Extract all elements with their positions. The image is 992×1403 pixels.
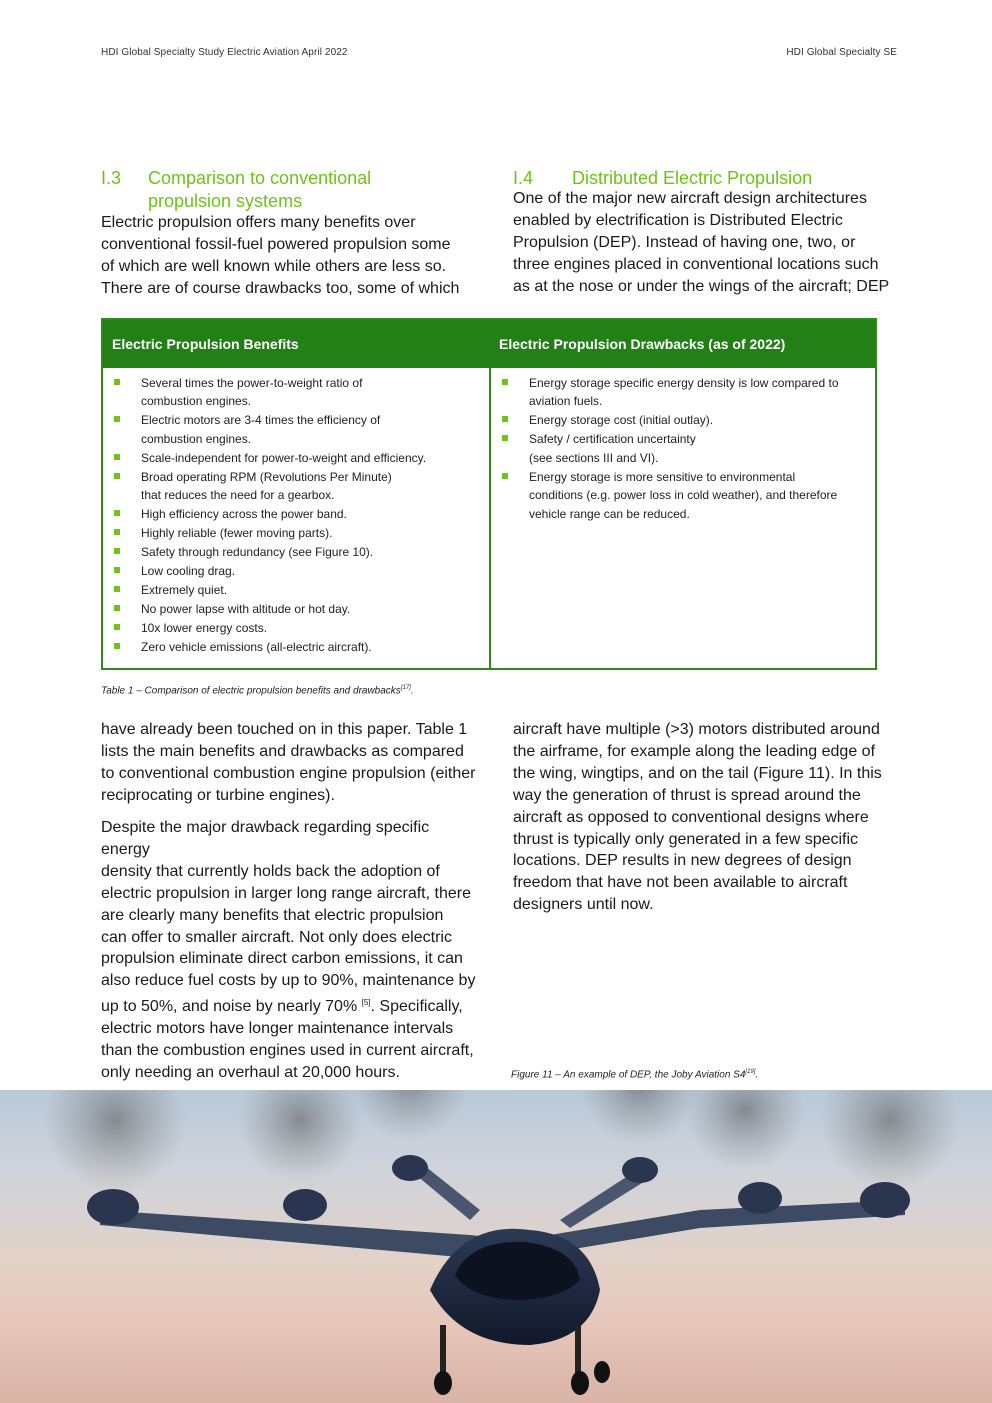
table-caption-text: Table 1 – Comparison of electric propulsion benefits and drawbacks — [101, 685, 401, 697]
benefits-list — [111, 373, 481, 657]
figure-caption — [511, 1069, 758, 1080]
drawback-item — [499, 430, 871, 467]
benefit-item — [111, 449, 481, 468]
benefit-item-text: Several times the power-to-weight ratio of combustion engines. — [141, 375, 363, 408]
bullet-icon — [114, 510, 120, 516]
aircraft-illustration — [0, 1090, 992, 1403]
section-title: Distributed Electric Propulsion — [572, 168, 813, 188]
drawback-item — [499, 411, 871, 430]
section-1-3-intro: Electric propulsion offers many benefits over conventional fossil-fuel powered propulsion some of which are well known while others are less so. There are of course drawbacks too, some of which — [101, 214, 460, 297]
paragraph-text: Despite the major drawback regarding specific energy density that currently holds back the adoption of electric propulsion in larger long range aircraft, there are clearly many benefits that electric propulsion can offer to smaller aircraft. Not only does electric propulsion eliminate direct carbon emissions, it can also reduce fuel costs by up to 90%, maintenance by up to 50%, and noise by nearly 70% — [101, 819, 476, 1016]
benefit-item-text: Electric motors are 3-4 times the efficiency of combustion engines. — [141, 413, 381, 446]
table-column-divider — [489, 368, 491, 670]
benefit-item-text: Safety through redundancy (see Figure 10). — [141, 545, 374, 559]
section-1-4-intro: One of the major new aircraft design architectures enabled by electrification is Distributed Electric Propulsion (DEP). Instead of having one, two, or three engines placed in conventional locations such as at the nose or under the wings of the aircraft; DEP — [513, 190, 890, 295]
benefit-item-text: No power lapse with altitude or hot day. — [141, 602, 351, 616]
drawback-item-text: Energy storage cost (initial outlay). — [529, 413, 714, 427]
benefit-item-text: High efficiency across the power band. — [141, 507, 347, 521]
benefit-item — [111, 411, 481, 448]
joby-aircraft-photo — [0, 1090, 992, 1403]
benefit-item — [111, 600, 481, 619]
section-title: Comparison to conventional propulsion systems — [148, 168, 372, 211]
drawback-item — [499, 374, 871, 411]
table-header — [103, 320, 875, 368]
benefit-item-text: Low cooling drag. — [141, 564, 236, 578]
bullet-icon — [114, 529, 120, 535]
figure-caption-ref: [19] — [745, 1069, 756, 1075]
comparison-table — [101, 318, 877, 670]
section-number: I.4 — [513, 168, 534, 188]
bullet-icon — [114, 416, 120, 422]
benefit-item — [111, 619, 481, 638]
bullet-icon — [502, 379, 508, 385]
bullet-icon — [114, 454, 120, 460]
bullet-icon — [114, 643, 120, 649]
section-1-4-paragraph-1: aircraft have multiple (>3) motors distributed around the airframe, for example along the leading edge of the wing, wingtips, and on the tail (Figure 11). In this way the generation of thrust is spread around the aircraft as opposed to conventional designs where thrust is typically only generated in a few specific locations. DEP results in new degrees of design freedom that have not been available to aircraft designers until now. — [513, 721, 882, 914]
drawback-item-text: Energy storage specific energy density is low compared to aviation fuels. — [529, 375, 839, 408]
paragraph-text-cont: . Specifically, electric motors have longer maintenance intervals than the combustion engines used in current aircraft, only needing an overhaul at 20,000 hours. — [101, 998, 474, 1081]
section-1-3-paragraph-1: have already been touched on in this paper. Table 1 lists the main benefits and drawbacks as compared to conventional combustion engine propulsion (either reciprocating or turbine engines). — [101, 721, 476, 804]
benefit-item — [111, 543, 481, 562]
table-header-drawbacks: Electric Propulsion Drawbacks (as of 2022) — [499, 336, 786, 352]
benefit-item — [111, 562, 481, 581]
benefit-item — [111, 638, 481, 657]
section-1-3-paragraph-2 — [101, 817, 481, 1084]
page-header-left: HDI Global Specialty Study Electric Aviation April 2022 — [101, 47, 348, 58]
benefit-item-text: Highly reliable (fewer moving parts). — [141, 526, 333, 540]
benefit-item-text: Zero vehicle emissions (all-electric aircraft). — [141, 640, 372, 654]
benefit-item — [111, 524, 481, 543]
benefit-item-text: 10x lower energy costs. — [141, 621, 268, 635]
bullet-icon — [114, 624, 120, 630]
benefit-item-text: Extremely quiet. — [141, 583, 228, 597]
bullet-icon — [114, 548, 120, 554]
table-caption-end: . — [410, 685, 414, 697]
table-header-benefits: Electric Propulsion Benefits — [112, 336, 299, 352]
benefit-item — [111, 581, 481, 600]
bullet-icon — [114, 586, 120, 592]
page-header-right: HDI Global Specialty SE — [786, 47, 897, 58]
bullet-icon — [114, 379, 120, 385]
benefit-item — [111, 505, 481, 524]
bullet-icon — [502, 416, 508, 422]
citation-ref: [5] — [361, 998, 371, 1008]
benefit-item-text: Scale-independent for power-to-weight and efficiency. — [141, 450, 427, 465]
section-heading-1-3 — [101, 167, 471, 213]
table-caption — [101, 685, 414, 696]
bullet-icon — [114, 473, 120, 479]
drawback-item-text: Energy storage is more sensitive to environmental conditions (e.g. power loss in cold weather), and therefore vehicle range can be reduced. — [529, 469, 838, 521]
figure-caption-end: . — [755, 1069, 759, 1081]
benefit-item-text: Broad operating RPM (Revolutions Per Minute) that reduces the need for a gearbox. — [141, 469, 392, 502]
section-heading-1-4 — [513, 167, 883, 190]
bullet-icon — [502, 473, 508, 479]
bullet-icon — [114, 567, 120, 573]
benefit-item — [111, 374, 481, 411]
drawbacks-list — [499, 373, 871, 523]
section-number: I.3 — [101, 168, 122, 188]
table-caption-ref: [17] — [400, 685, 411, 691]
figure-caption-text: Figure 11 – An example of DEP, the Joby Aviation S4 — [511, 1069, 746, 1081]
bullet-icon — [502, 435, 508, 441]
drawback-item — [499, 468, 871, 524]
drawback-item-text: Safety / certification uncertainty (see sections III and VI). — [529, 432, 696, 465]
benefit-item — [111, 468, 481, 505]
bullet-icon — [114, 605, 120, 611]
